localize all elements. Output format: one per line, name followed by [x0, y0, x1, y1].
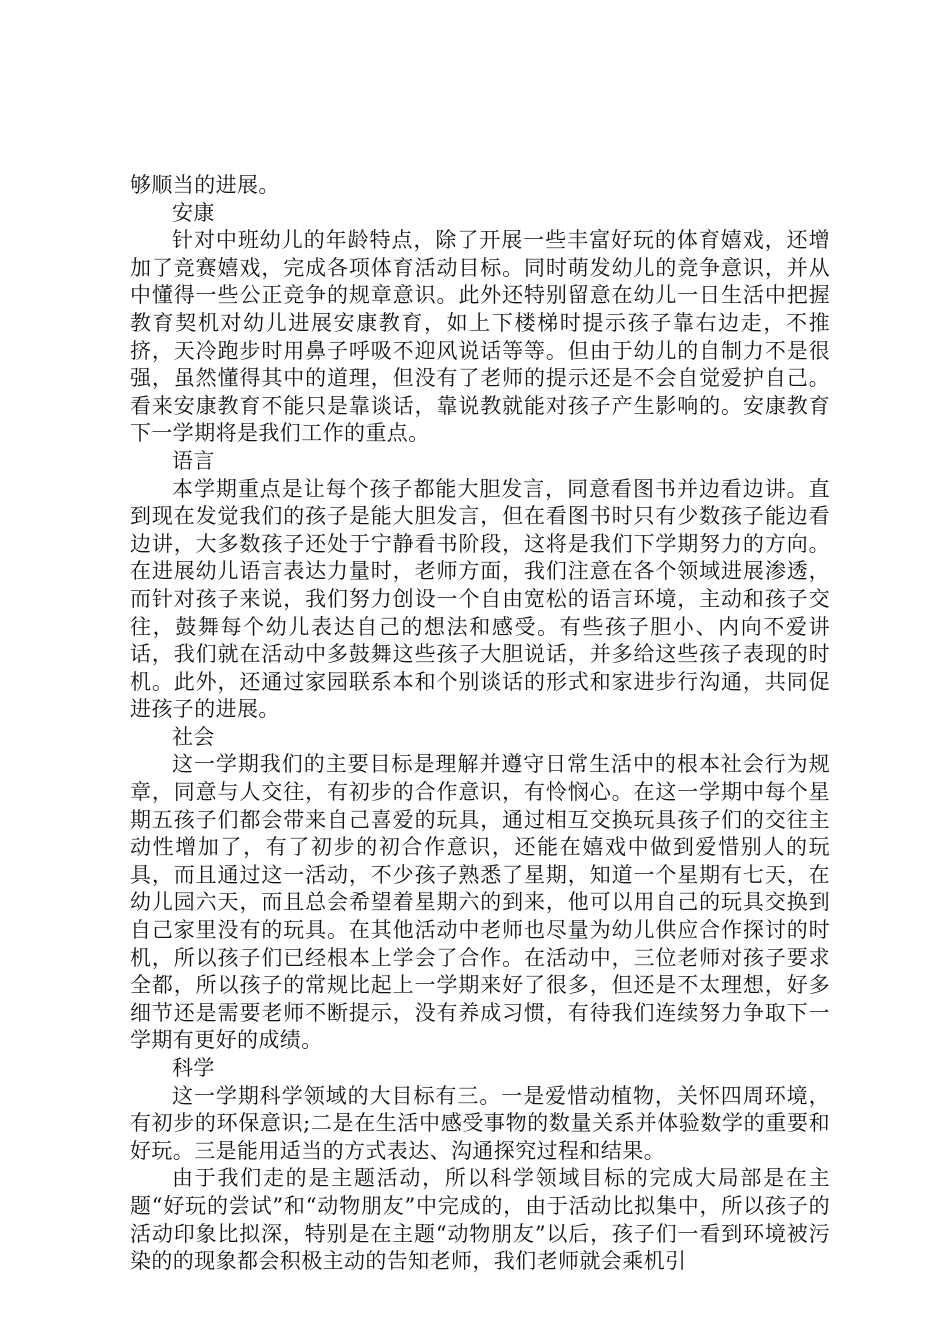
paragraph-science-goals: 这一学期科学领域的大目标有三。一是爱惜动植物，关怀四周环境，有初步的环保意识;二是在生活中感受事物的数量关系并体验数学的重要和好玩。三是能用适当的方式表达、沟通探究过程和结果。 — [130, 1083, 830, 1163]
paragraph-continued: 够顺当的进展。 — [130, 173, 280, 197]
section-heading-science: 科学 — [172, 1056, 215, 1080]
paragraph-health: 针对中班幼儿的年龄特点，除了开展一些丰富好玩的体育嬉戏，还增加了竞赛嬉戏，完成各项体育活动目标。同时萌发幼儿的竞争意识，并从中懂得一些公正竞争的规章意识。此外还特别留意在幼儿一日生活中把握教育契机对幼儿进展安康教育，如上下楼梯时提示孩子靠右边走，不推挤，天冷跑步时用鼻子呼吸不迎风说话等等。但由于幼儿的自制力不是很强，虽然懂得其中的道理，但没有了老师的提示还是不会自觉爱护自己。看来安康教育不能只是靠谈话，靠说教就能对孩子产生影响的。安康教育下一学期将是我们工作的重点。 — [130, 228, 830, 446]
paragraph-society: 这一学期我们的主要目标是理解并遵守日常生活中的根本社会行为规章，同意与人交往，有初步的合作意识，有怜悯心。在这一学期中每个星期五孩子们都会带来自己喜爱的玩具，通过相互交换玩具孩子们的交往主动性增加了，有了初步的初合作意识，还能在嬉戏中做到爱惜别人的玩具，而且通过这一活动，不少孩子熟悉了星期，知道一个星期有七天，在幼儿园六天，而且总会希望着星期六的到来，他可以用自己的玩具交换到自己家里没有的玩具。在其他活动中老师也尽量为幼儿供应合作探讨的时机，所以孩子们已经根本上学会了合作。在活动中，三位老师对孩子要求全都，所以孩子的常规比起上一学期来好了很多，但还是不太理想，好多细节还是需要老师不断提示，没有养成习惯，有待我们连续努力争取下一学期有更好的成绩。 — [130, 752, 830, 1053]
document-page — [130, 172, 830, 1276]
section-heading-health: 安康 — [172, 200, 215, 225]
section-heading-language: 语言 — [172, 448, 215, 473]
paragraph-language: 本学期重点是让每个孩子都能大胆发言，同意看图书并边看边讲。直到现在发觉我们的孩子是能大胆发言，但在看图书时只有少数孩子能边看边讲，大多数孩子还处于宁静看书阶段，这将是我们下学期努力的方向。在进展幼儿语言表达力量时，老师方面，我们注意在各个领域进展渗透，而针对孩子来说，我们努力创设一个自由宽松的语言环境，主动和孩子交往，鼓舞每个幼儿表达自己的想法和感受。有些孩子胆小、内向不爱讲话，我们就在活动中多鼓舞这些孩子大胆说话，并多给这些孩子表现的时机。此外，还通过家园联系本和个别谈话的形式和家进步行沟通，共同促进孩子的进展。 — [130, 476, 830, 722]
paragraph-science-themes: 由于我们走的是主题活动，所以科学领域目标的完成大局部是在主题“好玩的尝试”和“动物朋友”中完成的，由于活动比拟集中，所以孩子的活动印象比拟深，特别是在主题“动物朋友”以后，孩子们一看到环境被污染的的现象都会积极主动的告知老师，我们老师就会乘机引 — [130, 1166, 830, 1274]
section-heading-society: 社会 — [172, 724, 215, 749]
